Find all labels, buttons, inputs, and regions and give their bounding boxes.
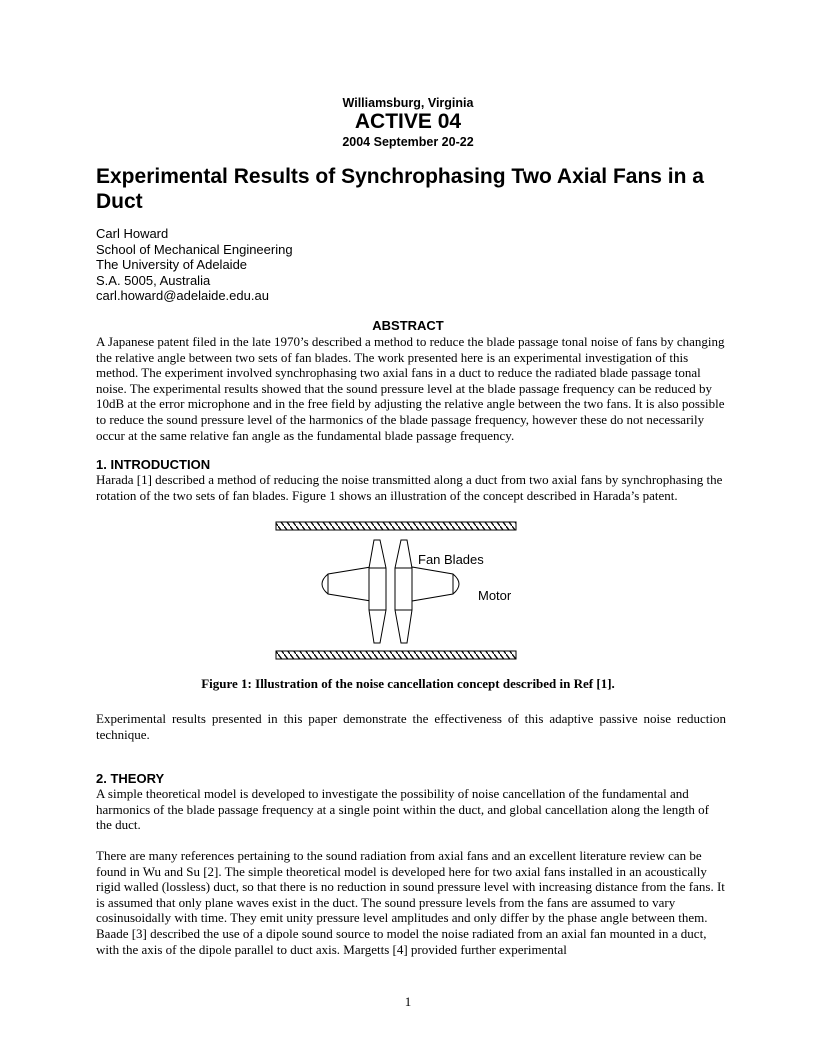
right-fan-blade-shape <box>395 540 412 643</box>
author-department: School of Mechanical Engineering <box>96 241 293 257</box>
abstract-heading: ABSTRACT <box>372 318 444 333</box>
author-address: S.A. 5005, Australia <box>96 272 211 288</box>
author-email: carl.howard@adelaide.edu.au <box>96 288 269 303</box>
abstract-text: A Japanese patent filed in the late 1970’s described a method to reduce the blade passage tonal noise of fans by changing the relative angle between two sets of fan blades. The work presented here is an experimental investigation of this method. The experiment involved synchrophasing two axial fans in a duct to reduce the radiated blade passage tonal noise. The experimental results showed that the sound pressure level at the blade passage frequency can be reduced by 10dB at the error microphone and in the free field by adjusting the relative angle between the two fans. It is also possible to reduce the sound pressure level of the harmonics of the blade passage frequency, however these do not necessarily occur at the same relative fan angle as the fundamental blade passage frequency. <box>96 334 725 443</box>
introduction-heading: 1. INTRODUCTION <box>96 457 211 472</box>
author-block <box>96 226 293 304</box>
figure-1-fan-diagram <box>272 518 522 664</box>
conference-location: Williamsburg, Virginia <box>342 96 474 110</box>
theory-heading: 2. THEORY <box>96 771 165 786</box>
fan-blades-label: Fan Blades <box>418 552 484 567</box>
conference-dates: 2004 September 20-22 <box>342 135 474 149</box>
introduction-paragraph-1: Harada [1] described a method of reducing the noise transmitted along a duct from two axial fans by synchrophasing the rotation of the two sets of fan blades. Figure 1 shows an illustration of the concept described in Harada’s patent. <box>96 472 723 503</box>
author-university: The University of Adelaide <box>96 257 248 272</box>
paper-title: Experimental Results of Synchrophasing Two Axial Fans in a Duct <box>96 165 704 213</box>
introduction-paragraph-2: Experimental results presented in this paper demonstrate the effectiveness of this adaptive passive noise reduction technique. <box>96 711 726 742</box>
conference-name: ACTIVE 04 <box>354 110 462 133</box>
duct-wall-top <box>276 522 516 530</box>
left-fan-blade-shape <box>369 540 386 643</box>
right-motor-shape <box>412 567 459 601</box>
theory-paragraph-1: A simple theoretical model is developed to investigate the possibility of noise cancellation of the fundamental and harmonics of the blade passage frequency at a single point within the duct, and global cancellation along the length of the duct. <box>96 786 709 833</box>
figure-1-caption: Figure 1: Illustration of the noise cancellation concept described in Ref [1]. <box>201 676 615 691</box>
duct-wall-bottom <box>276 651 516 659</box>
page-number: 1 <box>404 994 412 1009</box>
left-motor-shape <box>322 567 371 601</box>
motor-label: Motor <box>478 588 512 603</box>
theory-paragraph-2: There are many references pertaining to the sound radiation from axial fans and an excellent literature review can be found in Wu and Su [2]. The simple theoretical model is developed here for two axial fans installed in an acoustically rigid walled (lossless) duct, so that there is no reduction in sound pressure level with increasing distance from the fans. It is assumed that only plane waves exist in the duct. The sound pressure levels from the fans are assumed to vary cosinusoidally with time. They emit unity pressure level amplitudes and only differ by the phase angle between them. Baade [3] described the use of a dipole sound source to model the noise radiated from an axial fan mounted in a duct, with the axis of the dipole parallel to duct axis. Margetts [4] provided further experimental <box>96 848 725 957</box>
author-name: Carl Howard <box>96 226 169 241</box>
